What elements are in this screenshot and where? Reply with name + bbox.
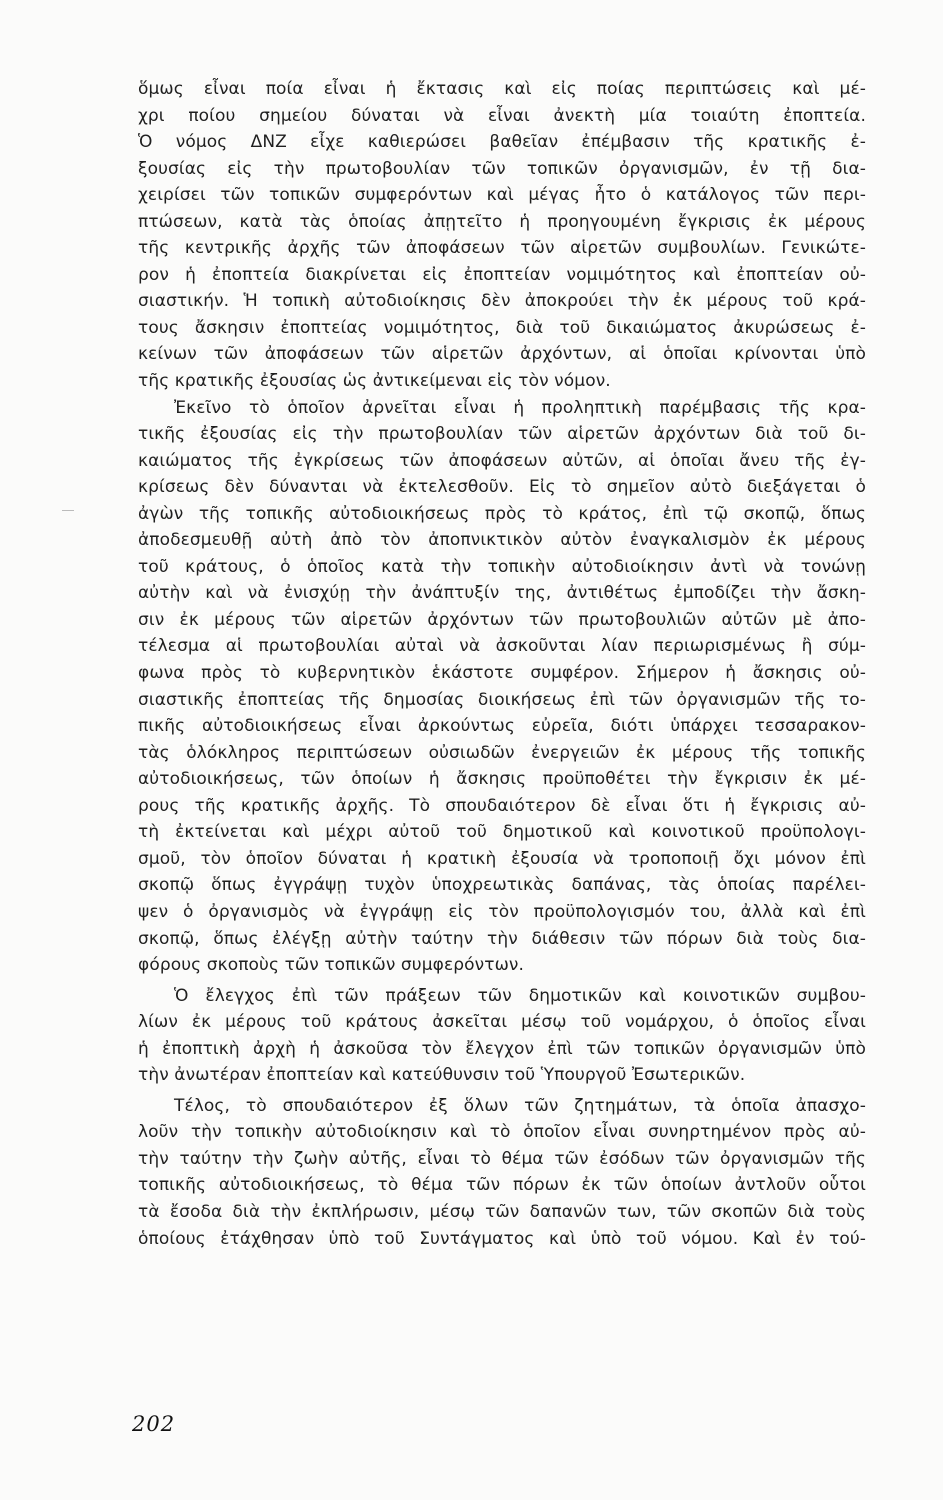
text-line: κείνων τῶν ἀποφάσεων τῶν αἱρετῶν ἀρχόντων, αἱ ὁποῖαι κρίνονται ὑπὸ (138, 344, 866, 365)
text-line: ρον ἡ ἐποπτεία διακρίνεται εἰς ἐποπτείαν νομιμότητος καὶ ἐποπτείαν οὐ- (138, 264, 866, 285)
paragraph-start-line: Ὁ ἔλεγχος ἐπὶ τῶν πράξεων τῶν δημοτικῶν καὶ κοινοτικῶν συμβου- (174, 985, 866, 1006)
text-line: τὴν ἀνωτέραν ἐποπτείαν καὶ κατεύθυνσιν τοῦ Ὑπουργοῦ Ἐσωτερικῶν. (138, 1065, 746, 1086)
text-line: σιαστικῆς ἐποπτείας τῆς δημοσίας διοικήσεως ἐπὶ τῶν ὀργανισμῶν τῆς το- (138, 689, 866, 710)
text-line: Ὁ νόμος ΔΝΖ εἶχε καθιερώσει βαθεῖαν ἐπέμβασιν τῆς κρατικῆς ἐ- (138, 132, 866, 153)
text-line: φόρους σκοποὺς τῶν τοπικῶν συμφερόντων. (138, 955, 525, 976)
text-line: τῆς κεντρικῆς ἀρχῆς τῶν ἀποφάσεων τῶν αἱρετῶν συμβουλίων. Γενικώτε- (138, 238, 866, 259)
paragraph-start-line: Ἐκεῖνο τὸ ὁποῖον ἀρνεῖται εἶναι ἡ προληπτικὴ παρέμβασις τῆς κρα- (174, 397, 866, 418)
text-line: τικῆς ἐξουσίας εἰς τὴν πρωτοβουλίαν τῶν αἱρετῶν ἀρχόντων διὰ τοῦ δι- (138, 424, 866, 445)
text-line: λοῦν τὴν τοπικὴν αὐτοδιοίκησιν καὶ τὸ ὁποῖον εἶναι συνηρτημένον πρὸς αὐ- (138, 1122, 866, 1143)
text-line: πικῆς αὐτοδιοικήσεως εἶναι ἀρκούντως εὐρεῖα, διότι ὑπάρχει τεσσαρακον- (138, 716, 866, 737)
text-line: τοῦ κράτους, ὁ ὁποῖος κατὰ τὴν τοπικὴν αὐτοδιοίκησιν ἀντὶ νὰ τονώνῃ (138, 556, 866, 577)
text-line: αὐτοδιοικήσεως, τῶν ὁποίων ἡ ἄσκησις προϋποθέτει τὴν ἔγκρισιν ἐκ μέ- (138, 769, 866, 790)
text-line: τῆς κρατικῆς ἐξουσίας ὡς ἀντικείμεναι εἰς τὸν νόμον. (138, 371, 611, 392)
text-line: ψεν ὁ ὀργανισμὸς νὰ ἐγγράψῃ εἰς τὸν προϋπολογισμόν του, ἀλλὰ καὶ ἐπὶ (138, 901, 866, 922)
text-line: ὅμως εἶναι ποία εἶναι ἡ ἔκτασις καὶ εἰς ποίας περιπτώσεις καὶ μέ- (138, 79, 866, 99)
body-text (138, 76, 866, 1252)
text-line: τοπικῆς αὐτοδιοικήσεως, τὸ θέμα τῶν πόρων ἐκ τῶν ὁποίων ἀντλοῦν οὗτοι (138, 1175, 866, 1196)
text-line: σιαστικήν. Ἡ τοπικὴ αὐτοδιοίκησις δὲν ἀποκρούει τὴν ἐκ μέρους τοῦ κρά- (138, 291, 866, 312)
text-line: αὐτὴν καὶ νὰ ἐνισχύῃ τὴν ἀνάπτυξίν της, ἀντιθέτως ἐμποδίζει τὴν ἄσκη- (138, 583, 866, 604)
text-line: ἡ ἐποπτικὴ ἀρχὴ ἡ ἀσκοῦσα τὸν ἔλεγχον ἐπὶ τῶν τοπικῶν ὀργανισμῶν ὑπὸ (138, 1038, 866, 1059)
margin-mark (62, 510, 74, 511)
text-line: χρι ποίου σημείου δύναται νὰ εἶναι ἀνεκτὴ μία τοιαύτη ἐποπτεία. (138, 105, 866, 126)
text-line: ἀποδεσμευθῇ αὐτὴ ἀπὸ τὸν ἀποπνικτικὸν αὐτὸν ἐναγκαλισμὸν ἐκ μέρους (138, 530, 866, 551)
text-line: τὰ ἔσοδα διὰ τὴν ἐκπλήρωσιν, μέσῳ τῶν δαπανῶν των, τῶν σκοπῶν διὰ τοὺς (138, 1201, 866, 1222)
text-line: τέλεσμα αἱ πρωτοβουλίαι αὐταὶ νὰ ἀσκοῦνται λίαν περιωρισμένως ἢ σύμ- (138, 636, 866, 657)
text-line: σμοῦ, τὸν ὁποῖον δύναται ἡ κρατικὴ ἐξουσία νὰ τροποποιῇ ὄχι μόνον ἐπὶ (138, 848, 866, 869)
text-line: ἀγὼν τῆς τοπικῆς αὐτοδιοικήσεως πρὸς τὸ κράτος, ἐπὶ τῷ σκοπῷ, ὅπως (138, 503, 866, 524)
text-line: φωνα πρὸς τὸ κυβερνητικὸν ἑκάστοτε συμφέρον. Σήμερον ἡ ἄσκησις οὐ- (138, 663, 866, 684)
text-line: χειρίσει τῶν τοπικῶν συμφερόντων καὶ μέγας ἦτο ὁ κατάλογος τῶν περι- (138, 185, 866, 206)
paragraph-start-line: Τέλος, τὸ σπουδαιότερον ἐξ ὅλων τῶν ζητημάτων, τὰ ὁποῖα ἀπασχο- (174, 1095, 866, 1116)
text-line: ξουσίας εἰς τὴν πρωτοβουλίαν τῶν τοπικῶν ὀργανισμῶν, ἐν τῇ δια- (138, 158, 866, 179)
text-line: σιν ἐκ μέρους τῶν αἱρετῶν ἀρχόντων τῶν πρωτοβουλιῶν αὐτῶν μὲ ἀπο- (138, 609, 866, 630)
text-line: πτώσεων, κατὰ τὰς ὁποίας ἀπῃτεῖτο ἡ προηγουμένη ἔγκρισις ἐκ μέρους (138, 211, 866, 232)
text-line: τὴ ἐκτείνεται καὶ μέχρι αὐτοῦ τοῦ δημοτικοῦ καὶ κοινοτικοῦ προϋπολογι- (138, 822, 866, 843)
text-line: σκοπῷ ὅπως ἐγγράψῃ τυχὸν ὑποχρεωτικὰς δαπάνας, τὰς ὁποίας παρέλει- (138, 875, 866, 896)
text-line: ὁποίους ἐτάχθησαν ὑπὸ τοῦ Συντάγματος καὶ ὑπὸ τοῦ νόμου. Καὶ ἐν τού- (138, 1228, 866, 1249)
text-line: τὴν ταύτην τὴν ζωὴν αὐτῆς, εἶναι τὸ θέμα τῶν ἐσόδων τῶν ὀργανισμῶν τῆς (138, 1148, 866, 1169)
text-line: καιώματος τῆς ἐγκρίσεως τῶν ἀποφάσεων αὐτῶν, αἱ ὁποῖαι ἄνευ τῆς ἐγ- (138, 450, 866, 471)
text-line: λίων ἐκ μέρους τοῦ κράτους ἀσκεῖται μέσῳ τοῦ νομάρχου, ὁ ὁποῖος εἶναι (138, 1012, 866, 1033)
text-line: κρίσεως δὲν δύνανται νὰ ἐκτελεσθοῦν. Εἰς τὸ σημεῖον αὐτὸ διεξάγεται ὁ (138, 477, 866, 498)
text-line: ρους τῆς κρατικῆς ἀρχῆς. Τὸ σπουδαιότερον δὲ εἶναι ὅτι ἡ ἔγκρισις αὐ- (138, 795, 866, 816)
text-line: σκοπῷ, ὅπως ἐλέγξῃ αὐτὴν ταύτην τὴν διάθεσιν τῶν πόρων διὰ τοὺς δια- (138, 928, 866, 949)
text-line: τὰς ὁλόκληρος περιπτώσεων οὐσιωδῶν ἐνεργειῶν ἐκ μέρους τῆς τοπικῆς (138, 742, 866, 763)
text-line: τους ἄσκησιν ἐποπτείας νομιμότητος, διὰ τοῦ δικαιώματος ἀκυρώσεως ἐ- (138, 317, 866, 338)
page-number: 202 (132, 1412, 176, 1436)
